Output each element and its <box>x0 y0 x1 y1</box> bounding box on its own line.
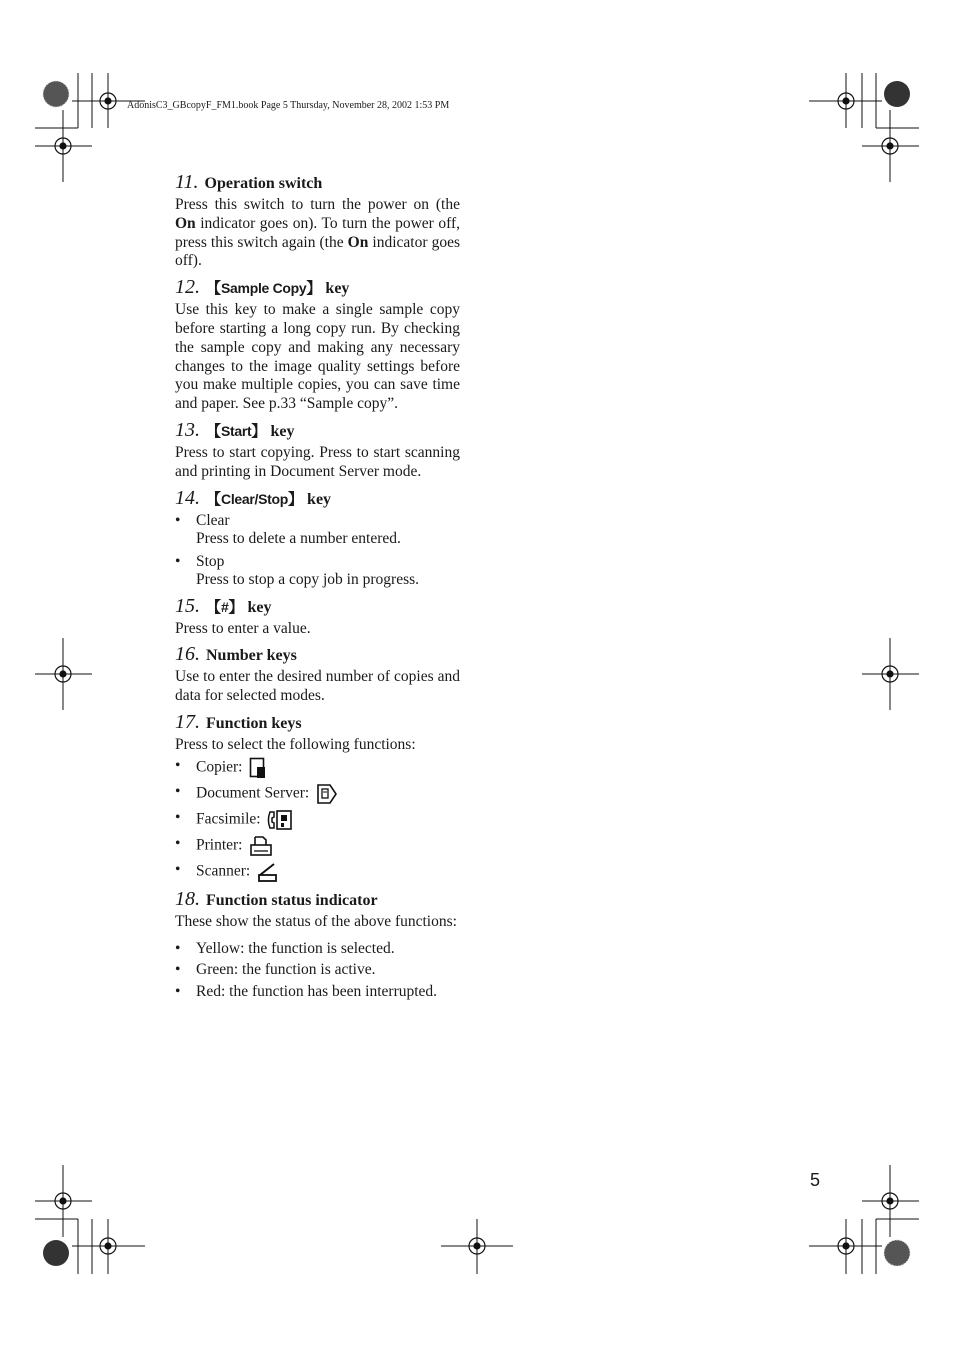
list-item: • Copier: <box>175 757 460 779</box>
item-heading: 13. 【Start】 key <box>175 418 295 441</box>
main-content <box>175 170 460 1005</box>
item-body: Press to enter a value. <box>175 619 311 637</box>
list-item: • Scanner: <box>175 861 460 883</box>
item-body: Use this key to make a single sample copy before starting a long copy run. By checking the sample copy and making any necessary changes to the image quality settings before you make multiple copies, you can save time and paper. See p.33 “Sample copy”. <box>175 301 460 413</box>
scanner-icon <box>257 861 279 883</box>
list-item: • Red: the function has been interrupted. <box>175 983 460 1002</box>
list-item: • Yellow: the function is selected. <box>175 940 460 959</box>
item-heading: 15. 【#】 key <box>175 594 272 617</box>
list-item: • Clear Press to delete a number entered. <box>175 512 460 548</box>
document-server-icon <box>316 783 338 805</box>
item-heading: 14. 【Clear/Stop】 key <box>175 486 332 509</box>
item-clear-stop-key <box>175 486 460 589</box>
item-body: These show the status of the above functions: <box>175 912 457 930</box>
item-bullets <box>175 512 460 589</box>
item-start-key <box>175 418 460 482</box>
item-heading: 17. Function keys <box>175 710 302 733</box>
print-header: AdonisC3_GBcopyF_FM1.book Page 5 Thursday, November 28, 2002 1:53 PM <box>127 100 450 111</box>
item-body: Use to enter the desired number of copies and data for selected modes. <box>175 668 460 705</box>
function-list <box>175 757 460 883</box>
page-number: 5 <box>810 1170 821 1190</box>
item-heading: 12. 【Sample Copy】 key <box>175 276 350 299</box>
item-body: Press to start copying. Press to start scanning and printing in Document Server mode. <box>175 443 460 480</box>
item-number-keys <box>175 642 460 706</box>
facsimile-icon <box>267 809 293 831</box>
item-operation-switch <box>175 170 460 271</box>
item-body: Press to select the following functions: <box>175 735 416 753</box>
item-function-keys <box>175 710 460 883</box>
list-item: • Stop Press to stop a copy job in progress. <box>175 553 460 589</box>
status-list <box>175 940 460 1002</box>
item-heading: 16. Number keys <box>175 643 297 666</box>
list-item: • Facsimile: <box>175 809 460 831</box>
copier-icon <box>249 757 267 779</box>
item-heading: 11. Operation switch <box>175 171 323 193</box>
item-body: Press this switch to turn the power on (the On indicator goes on). To turn the power off, press this switch again (the On indicator goes off). <box>175 196 460 270</box>
item-function-status-indicator <box>175 887 460 1002</box>
item-hash-key <box>175 594 460 639</box>
item-sample-copy-key <box>175 275 460 414</box>
list-item: • Green: the function is active. <box>175 961 460 980</box>
list-item: • Document Server: <box>175 783 460 805</box>
list-item: • Printer: <box>175 835 460 857</box>
printer-icon <box>249 835 273 857</box>
item-heading: 18. Function status indicator <box>175 887 378 910</box>
